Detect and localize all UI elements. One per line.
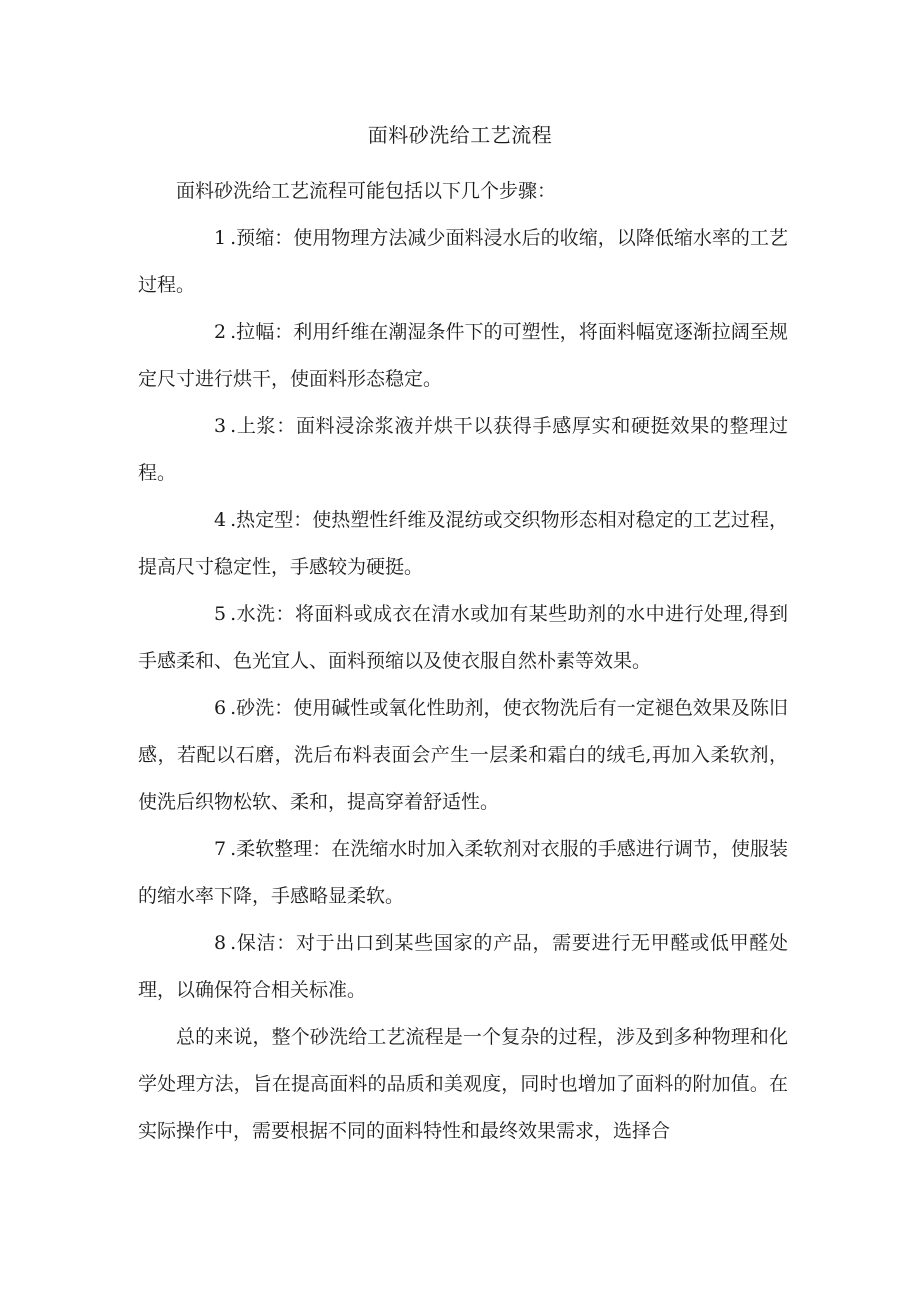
- step-paragraph: [138, 591, 788, 685]
- step-paragraph: [138, 403, 788, 497]
- document-body: [138, 168, 788, 1155]
- step-paragraph: [138, 497, 788, 591]
- conclusion-paragraph: 总的来说，整个砂洗给工艺流程是一个复杂的过程，涉及到多种物理和化学处理方法，旨在提高面料的品质和美观度，同时也增加了面料的附加值。在实际操作中，需要根据不同的面料特性和最终效果需求，选择合: [138, 1026, 788, 1142]
- intro-paragraph: 面料砂洗给工艺流程可能包括以下几个步骤：: [176, 180, 557, 202]
- step-paragraph: [138, 215, 788, 309]
- step-text: .砂洗：使用碱性或氧化性助剂，使衣物洗后有一定褪色效果及陈旧感，若配以石磨，洗后布料表面会产生一层柔和霜白的绒毛,再加入柔软剂，使洗后织物松软、柔和，提高穿着舒适性。: [138, 697, 788, 813]
- step-text: .水洗：将面料或成衣在清水或加有某些助剂的水中进行处理,得到手感柔和、色光宜人、面料预缩以及使衣服自然朴素等效果。: [138, 603, 788, 672]
- step-number: 1: [214, 227, 227, 249]
- step-text: .柔软整理：在洗缩水时加入柔软剂对衣服的手感进行调节，使服装的缩水率下降，手感略显柔软。: [138, 838, 788, 907]
- step-text: .热定型：使热塑性纤维及混纺或交织物形态相对稳定的工艺过程，提高尺寸稳定性，手感较为硬挺。: [138, 509, 788, 578]
- step-text: .保洁：对于出口到某些国家的产品，需要进行无甲醛或低甲醛处理，以确保符合相关标准。: [138, 932, 788, 1001]
- step-text: .预缩：使用物理方法减少面料浸水后的收缩，以降低缩水率的工艺过程。: [138, 227, 788, 296]
- step-number: 8: [214, 932, 227, 954]
- step-paragraph: [138, 685, 788, 826]
- step-number: 5: [214, 603, 227, 625]
- step-text: .拉幅：利用纤维在潮湿条件下的可塑性，将面料幅宽逐渐拉阔至规定尺寸进行烘干，使面料形态稳定。: [138, 321, 788, 390]
- step-number: 6: [214, 697, 227, 719]
- step-number: 3: [214, 415, 227, 437]
- step-text: .上浆：面料浸涂浆液并烘干以获得手感厚实和硬挺效果的整理过程。: [138, 415, 788, 484]
- document-title: 面料砂洗给工艺流程: [367, 123, 553, 147]
- step-paragraph: [138, 920, 788, 1014]
- step-number: 2: [214, 321, 227, 343]
- step-paragraph: [138, 826, 788, 920]
- step-number: 4: [214, 509, 227, 531]
- step-paragraph: [138, 309, 788, 403]
- step-number: 7: [214, 838, 227, 860]
